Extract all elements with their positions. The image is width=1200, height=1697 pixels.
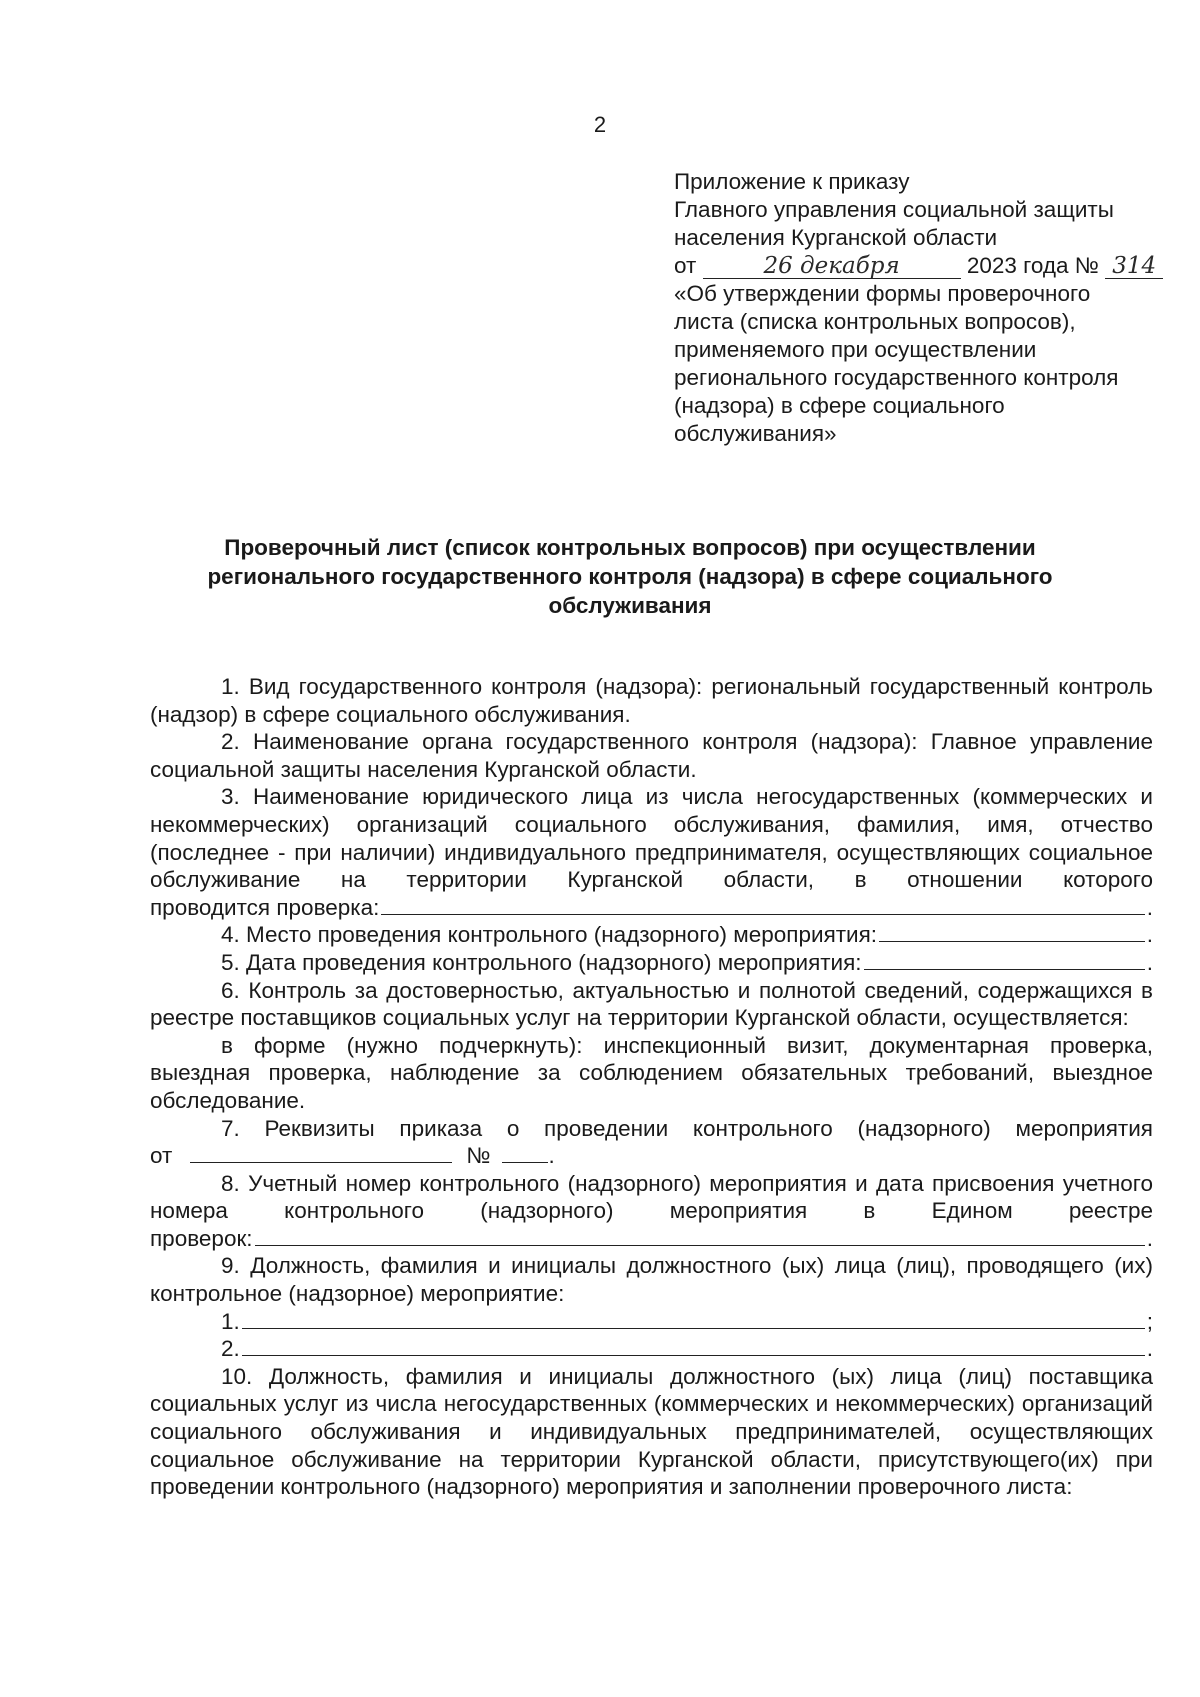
- item-8: 8. Учетный номер контрольного (надзорного) мероприятия и дата присвоения учетного номера контрольного (надзорного) мероприятия в Едином реестре: [150, 1170, 1153, 1224]
- appendix-line: обслуживания»: [674, 421, 837, 446]
- order-number-field[interactable]: [502, 1144, 548, 1163]
- item-7-no: №: [466, 1143, 491, 1169]
- order-date-field[interactable]: [190, 1144, 452, 1163]
- title-line: обслуживания: [548, 593, 712, 618]
- appendix-line: населения Курганской области: [674, 225, 998, 250]
- item-9: 9. Должность, фамилия и инициалы должностного (ых) лица (лиц), проводящего (их) контрольное (надзорное) мероприятие:: [150, 1253, 1153, 1307]
- registry-number-field[interactable]: [255, 1227, 1145, 1246]
- item-7-from: от: [150, 1143, 173, 1169]
- item-9-line-2: [150, 1335, 1153, 1363]
- inspection-object-field[interactable]: [381, 896, 1144, 915]
- page-number: 2: [593, 112, 607, 137]
- item-8-label: проверок:: [150, 1225, 253, 1251]
- appendix-line: применяемого при осуществлении: [674, 337, 1037, 362]
- period: .: [1146, 922, 1153, 948]
- item-4: [150, 921, 1153, 949]
- appendix-line: (надзора) в сфере социального: [674, 393, 1005, 418]
- item-7-fields: [150, 1142, 1153, 1170]
- title-line: Проверочный лист (список контрольных вопросов) при осуществлении: [224, 535, 1036, 560]
- period: .: [1146, 894, 1153, 920]
- item-6: 6. Контроль за достоверностью, актуальностью и полнотой сведений, содержащихся в реестре поставщиков социальных услуг на территории Курганской области, осуществляется:: [150, 977, 1153, 1031]
- document-body: [150, 673, 1153, 1501]
- handwritten-date: 26 декабря: [703, 254, 961, 279]
- title-line: регионального государственного контроля (надзора) в сфере социального: [207, 564, 1053, 589]
- document-title: [150, 533, 1110, 620]
- item-5: [150, 949, 1153, 977]
- period: .: [548, 1143, 555, 1169]
- item-6-form: в форме (нужно подчеркнуть): инспекционный визит, документарная проверка, выездная проверка, наблюдение за соблюдением обязательных требований, выездное обследование.: [150, 1032, 1153, 1113]
- handwritten-number: 314: [1105, 254, 1163, 279]
- item-7: 7. Реквизиты приказа о проведении контрольного (надзорного) мероприятия: [221, 1115, 1153, 1141]
- inspector-2-field[interactable]: [242, 1337, 1145, 1356]
- item-3: 3. Наименование юридического лица из числа негосударственных (коммерческих и некоммерческих) организаций социального обслуживания, фамилия, имя, отчество (последнее - при наличии) индивидуального предпринимателя, осуществляющих социальное обслуживание на территории Курганской области, в отношении которого: [150, 784, 1153, 893]
- appendix-line: регионального государственного контроля: [674, 365, 1119, 390]
- period: .: [1146, 1225, 1153, 1251]
- item-3-field: [150, 894, 1153, 922]
- appendix-line: Главного управления социальной защиты: [674, 197, 1114, 222]
- year-text: 2023 года №: [966, 253, 1099, 278]
- item-10: 10. Должность, фамилия и инициалы должностного (ых) лица (лиц) поставщика социальных услуг из числа негосударственных (коммерческих и некоммерческих) организаций социального обслуживания и индивидуальных предпринимателей, осуществляющих социальное обслуживание на территории Курганской области, присутствующего(их) при проведении контрольного (надзорного) мероприятия и заполнении проверочного листа:: [150, 1363, 1153, 1500]
- appendix-line: «Об утверждении формы проверочного: [674, 281, 1091, 306]
- item-9-num-2: 2.: [221, 1336, 240, 1362]
- period: .: [1146, 949, 1153, 975]
- semicolon: ;: [1146, 1308, 1153, 1334]
- item-3-label: проводится проверка:: [150, 894, 380, 920]
- from-prefix: от: [674, 253, 697, 278]
- item-2: 2. Наименование органа государственного контроля (надзора): Главное управление социальной защиты населения Курганской области.: [150, 729, 1153, 782]
- item-9-line-1: [150, 1308, 1153, 1336]
- appendix-date-line: [674, 252, 1164, 280]
- period: .: [1146, 1336, 1153, 1362]
- item-9-num-1: 1.: [221, 1308, 240, 1334]
- item-8-field: [150, 1225, 1153, 1253]
- item-1: 1. Вид государственного контроля (надзора): региональный государственный контроль (надзор) в сфере социального обслуживания.: [150, 674, 1153, 727]
- event-date-field[interactable]: [864, 951, 1145, 970]
- inspector-1-field[interactable]: [242, 1310, 1145, 1329]
- event-place-field[interactable]: [879, 923, 1145, 942]
- item-5-label: 5. Дата проведения контрольного (надзорного) мероприятия:: [221, 949, 862, 975]
- appendix-line: Приложение к приказу: [674, 169, 910, 194]
- item-4-label: 4. Место проведения контрольного (надзорного) мероприятия:: [221, 922, 878, 948]
- appendix-header: [674, 168, 1164, 448]
- appendix-line: листа (списка контрольных вопросов),: [674, 309, 1076, 334]
